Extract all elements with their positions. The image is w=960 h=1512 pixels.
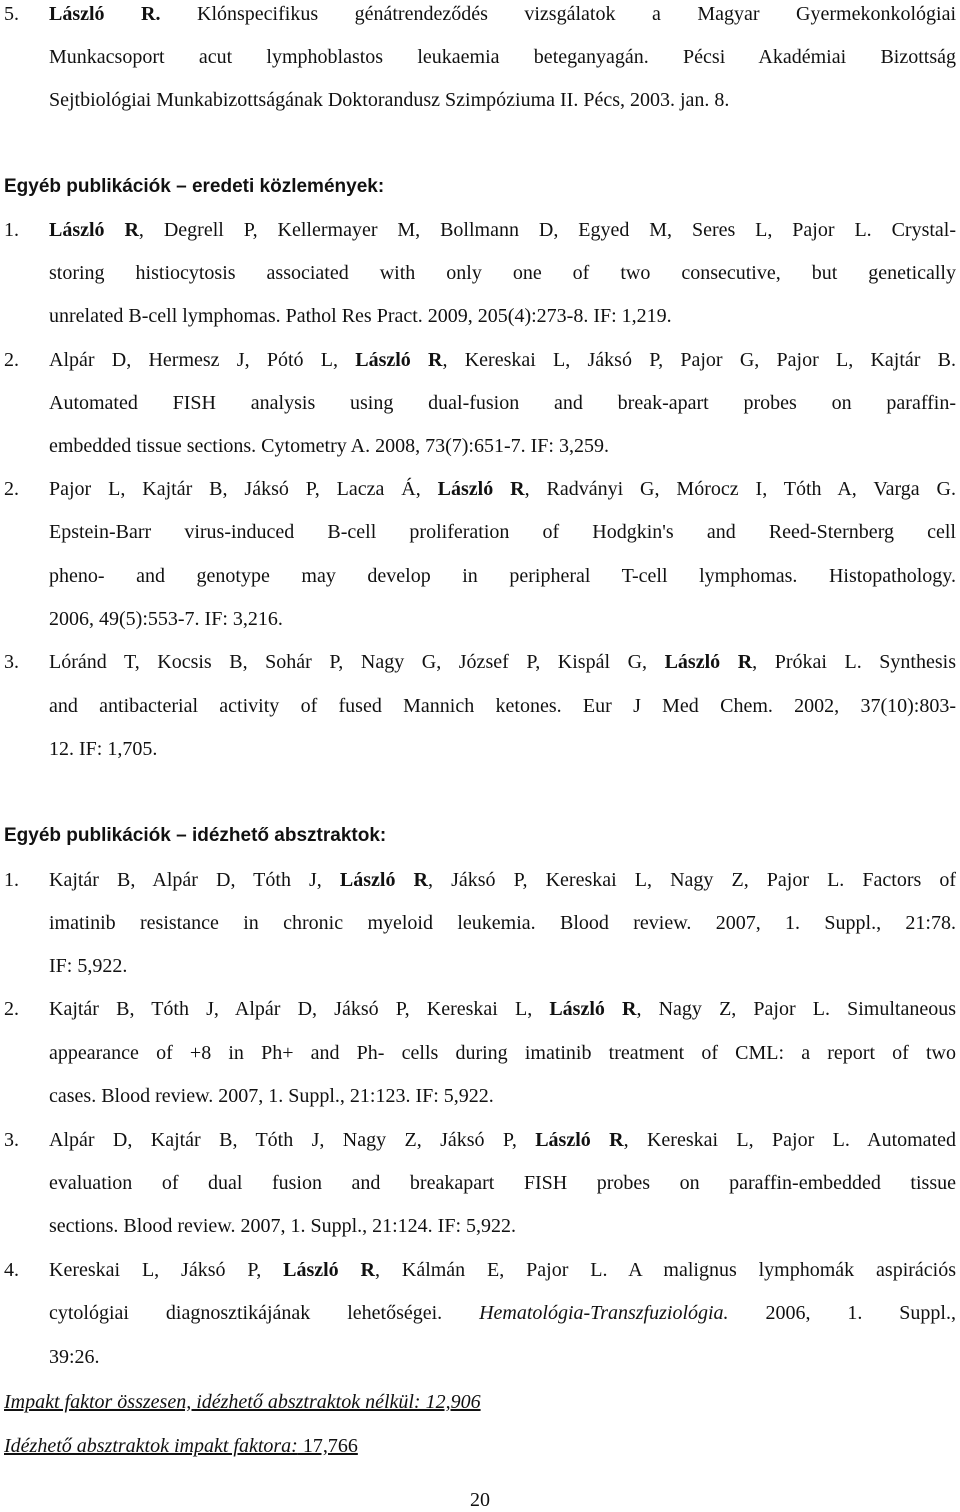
item-text: , Prókai L. Synthesis (752, 651, 956, 673)
item-line: imatinib resistance in chronic myeloid leukemia. Blood review. 2007, 1. Suppl., 21:78. (49, 912, 956, 934)
item-text: 2006, 1. Suppl., (728, 1302, 956, 1324)
item-text: , Kereskai L, Jáksó P, Pajor G, Pajor L, Kajtár B. (442, 349, 956, 371)
item-number: 2. (4, 998, 19, 1020)
section-heading-original-papers: Egyéb publikációk – eredeti közlemények: (4, 176, 385, 197)
item-number: 3. (4, 651, 19, 673)
item-text: Kajtár B, Alpár D, Tóth J, (49, 869, 340, 891)
item-line: pheno- and genotype may develop in peripheral T-cell lymphomas. Histopathology. (49, 565, 956, 587)
impact-factor-total: Impakt faktor összesen, idézhető absztraktok nélkül: 12,906 (4, 1391, 481, 1413)
item-line: unrelated B-cell lymphomas. Pathol Res Pract. 2009, 205(4):273-8. IF: 1,219. (49, 305, 672, 327)
abstract-impact-factor-value: 17,766 (297, 1435, 358, 1457)
item-line: sections. Blood review. 2007, 1. Suppl., 21:124. IF: 5,922. (49, 1215, 517, 1237)
item-text: Alpár D, Hermesz J, Pótó L, (49, 349, 356, 371)
abstract-impact-factor-label: Idézhető absztraktok impakt faktora: (4, 1435, 298, 1457)
item-line (49, 348, 956, 372)
item-line: Automated FISH analysis using dual-fusion and break-apart probes on paraffin- (49, 392, 956, 414)
item-text: Alpár D, Kajtár B, Tóth J, Nagy Z, Jáksó P, (49, 1129, 536, 1151)
item-text: Kajtár B, Tóth J, Alpár D, Jáksó P, Kereskai L, (49, 998, 550, 1020)
item-line (49, 650, 956, 674)
item-line: appearance of +8 in Ph+ and Ph- cells during imatinib treatment of CML: a report of two (49, 1042, 956, 1064)
item-line (49, 1128, 956, 1152)
item-number: 1. (4, 219, 19, 241)
author-highlight: László R (355, 349, 443, 371)
item-line: IF: 5,922. (49, 955, 128, 977)
item-text: , Kálmán E, Pajor L. A malignus lymphomák aspirációs (375, 1259, 956, 1281)
item-line: 2006, 49(5):553-7. IF: 3,216. (49, 608, 283, 630)
item-text: cytológiai diagnosztikájának lehetőségei. (49, 1302, 480, 1324)
author-highlight: László R. (49, 3, 161, 25)
author-highlight: László R (664, 651, 753, 673)
author-highlight: László R (437, 478, 525, 500)
item-number: 4. (4, 1259, 19, 1281)
item-number: 5. (4, 3, 19, 25)
author-highlight: László R (549, 998, 637, 1020)
item-line (49, 1301, 956, 1325)
item-number: 1. (4, 869, 19, 891)
journal-title: Hematológia-Transzfuziológia. (479, 1302, 729, 1324)
item-line: Munkacsoport acut lymphoblastos leukaemia beteganyagán. Pécsi Akadémiai Bizottság (49, 46, 956, 68)
item-text: , Kereskai L, Pajor L. Automated (623, 1129, 956, 1151)
item-line (49, 997, 956, 1021)
page-number: 20 (470, 1489, 490, 1511)
section-heading-citable-abstracts: Egyéb publikációk – idézhető absztraktok: (4, 825, 387, 846)
item-text: , Nagy Z, Pajor L. Simultaneous (636, 998, 956, 1020)
item-text: Lóránd T, Kocsis B, Sohár P, Nagy G, József P, Kispál G, (49, 651, 665, 673)
item-number: 2. (4, 349, 19, 371)
author-highlight: László R (339, 869, 428, 891)
item-number: 2. (4, 478, 19, 500)
item-line: 39:26. (49, 1346, 100, 1368)
item-line (49, 1258, 956, 1282)
item-line (49, 218, 956, 242)
author-highlight: László R (535, 1129, 624, 1151)
author-highlight: László R (283, 1259, 375, 1281)
item-line: cases. Blood review. 2007, 1. Suppl., 21:123. IF: 5,922. (49, 1085, 494, 1107)
item-line: Sejtbiológiai Munkabizottságának Doktorandusz Szimpóziuma II. Pécs, 2003. jan. 8. (49, 89, 730, 111)
item-line: 12. IF: 1,705. (49, 738, 158, 760)
abstract-impact-factor (4, 1434, 358, 1458)
item-text: , Jáksó P, Kereskai L, Nagy Z, Pajor L. Factors of (428, 869, 956, 891)
author-highlight: László R (49, 219, 139, 241)
item-text: Kereskai L, Jáksó P, (49, 1259, 284, 1281)
item-text: , Degrell P, Kellermayer M, Bollmann D, Egyed M, Seres L, Pajor L. Crystal- (138, 219, 956, 241)
item-line (49, 477, 956, 501)
item-text: , Radványi G, Mórocz I, Tóth A, Varga G. (524, 478, 956, 500)
item-number: 3. (4, 1129, 19, 1151)
item-line: embedded tissue sections. Cytometry A. 2008, 73(7):651-7. IF: 3,259. (49, 435, 609, 457)
item-line (49, 2, 956, 26)
item-text: Pajor L, Kajtár B, Jáksó P, Lacza Á, (49, 478, 438, 500)
item-text: Klónspecifikus génátrendeződés vizsgálatok a Magyar Gyermekonkológiai (160, 3, 956, 25)
item-line: storing histiocytosis associated with only one of two consecutive, but genetically (49, 262, 956, 284)
item-line: evaluation of dual fusion and breakapart FISH probes on paraffin-embedded tissue (49, 1172, 956, 1194)
item-line: Epstein-Barr virus-induced B-cell proliferation of Hodgkin's and Reed-Sternberg cell (49, 521, 956, 543)
item-line (49, 868, 956, 892)
item-line: and antibacterial activity of fused Mannich ketones. Eur J Med Chem. 2002, 37(10):803- (49, 695, 956, 717)
